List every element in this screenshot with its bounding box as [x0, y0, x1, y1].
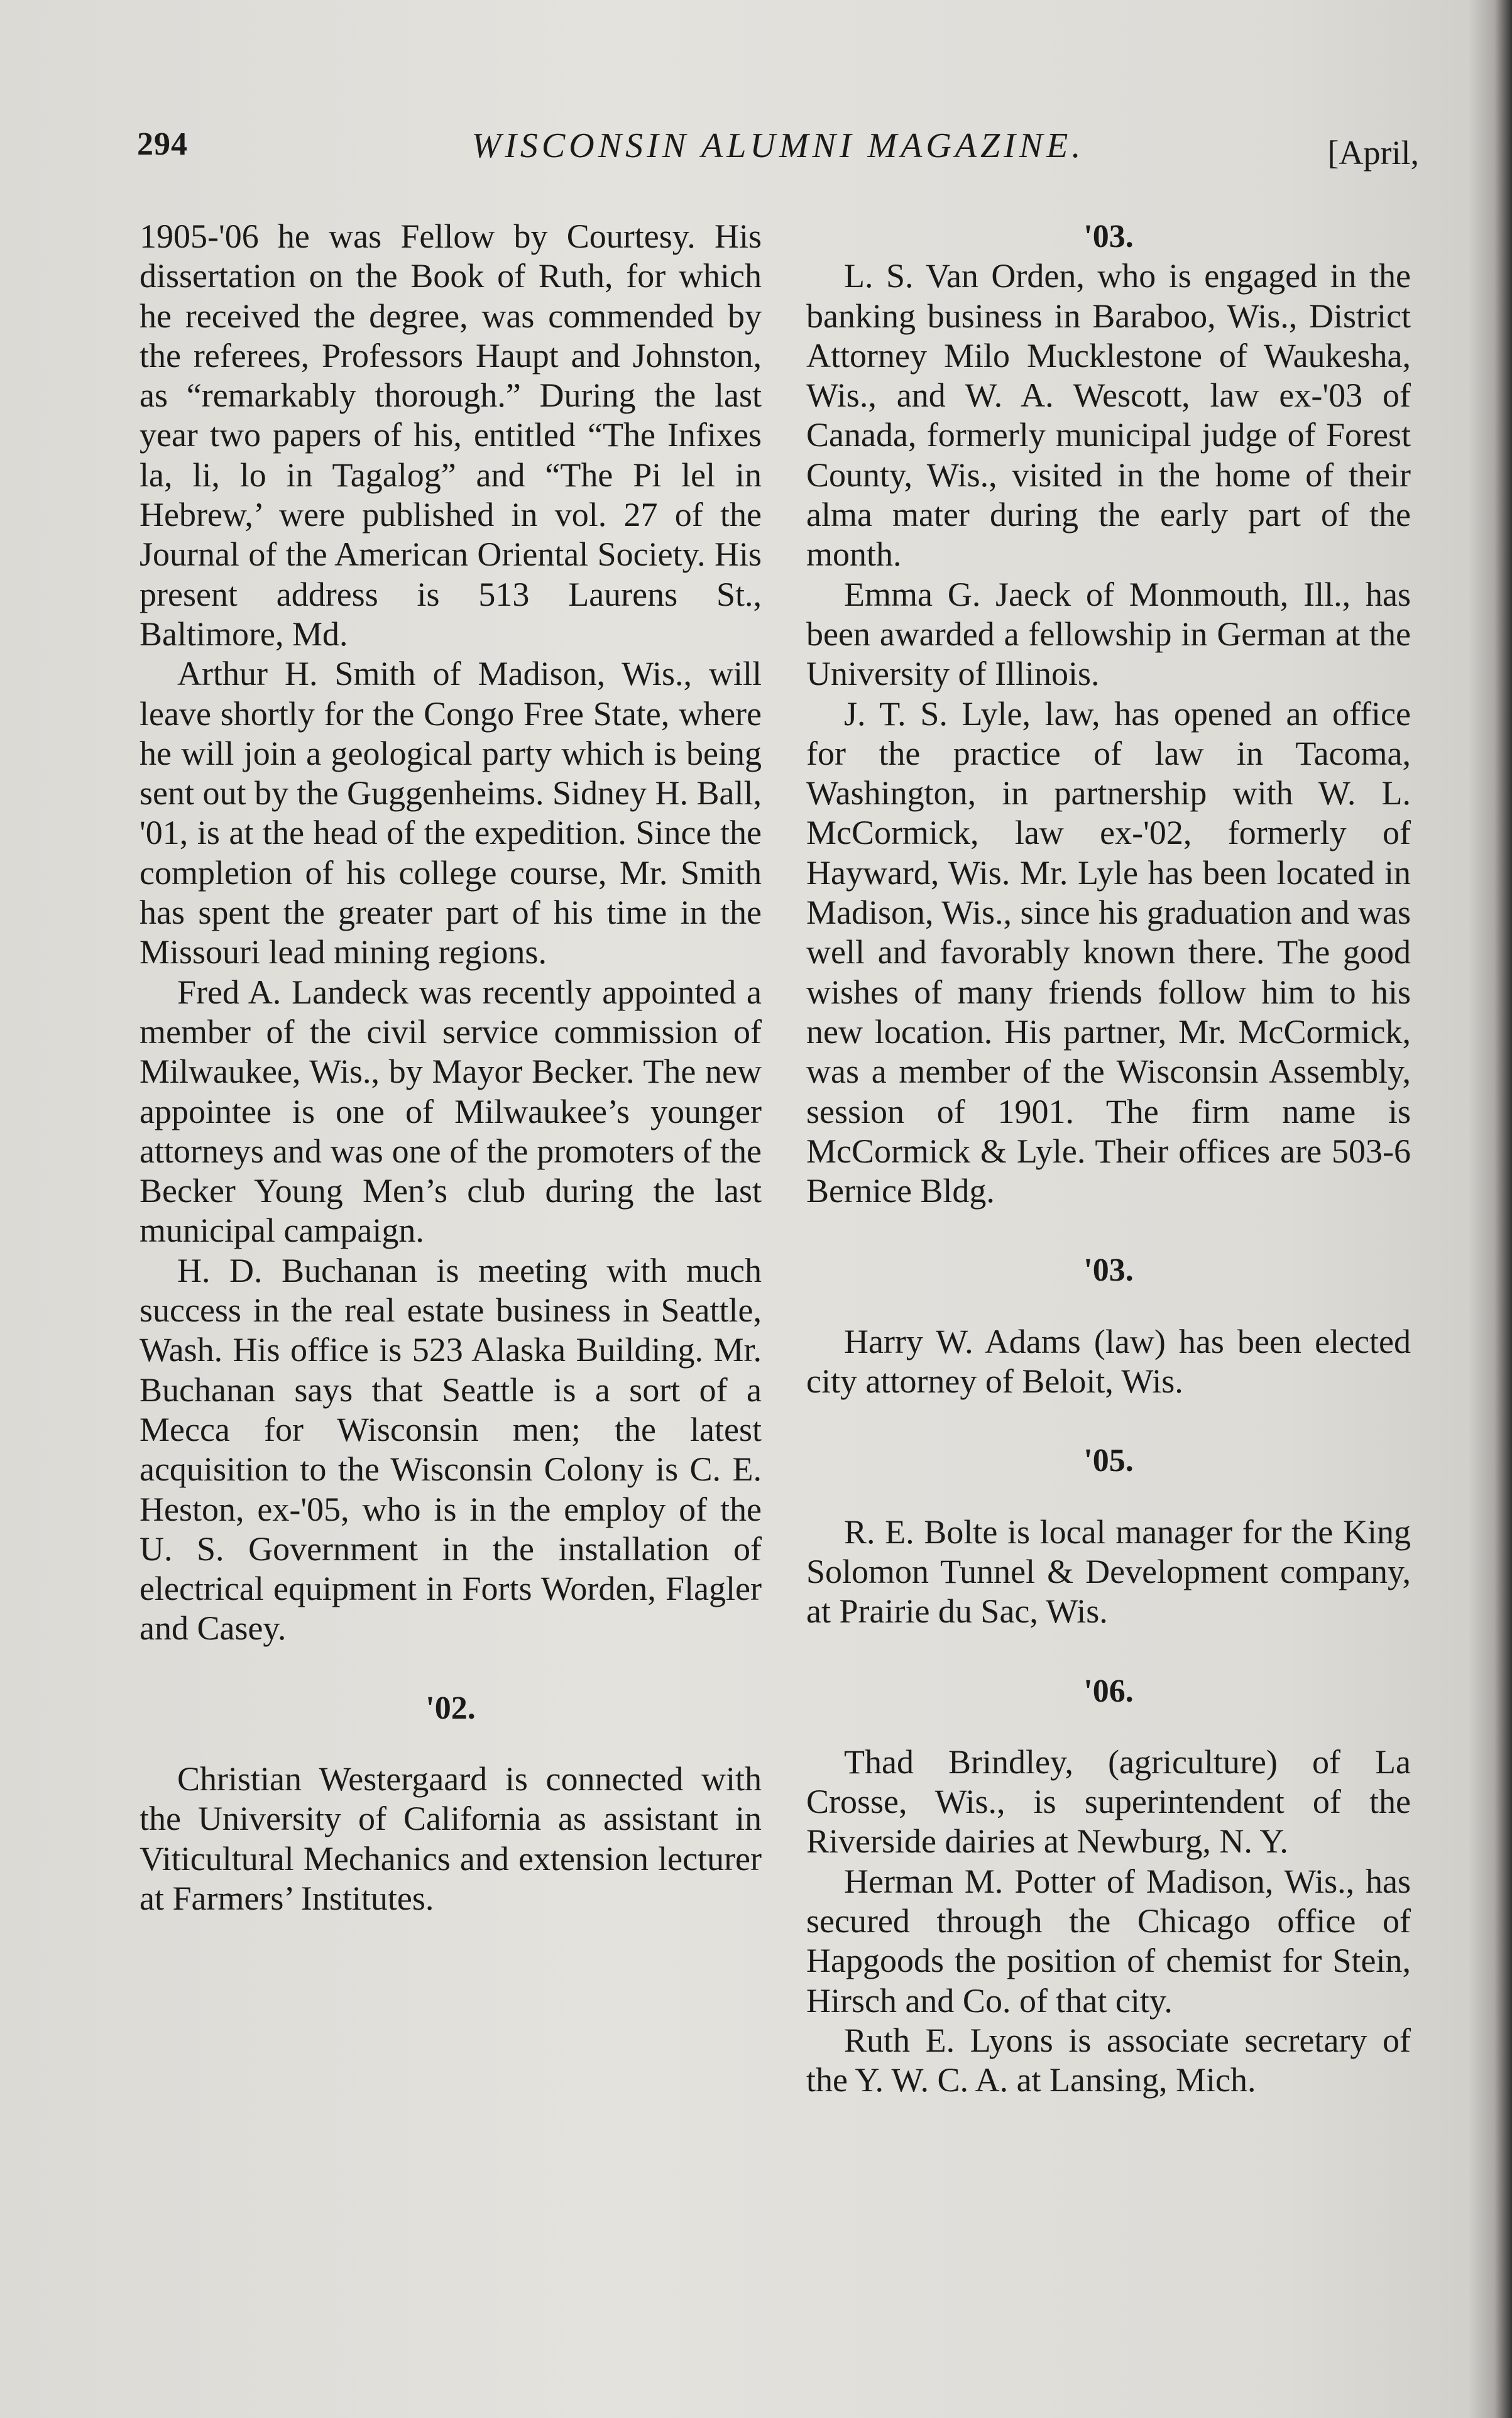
paragraph-westergaard: Christian Westergaard is connected with the University of California as assistant in Viticultural Mechanics and extension lecturer at Farmers’ Institutes.	[140, 1759, 762, 1917]
class-heading-03-first: '03.	[1083, 219, 1134, 254]
page-number: 294	[137, 126, 188, 162]
class-heading-02: '02.	[425, 1690, 476, 1726]
issue-month: [April,	[1327, 134, 1419, 172]
left-column	[140, 217, 762, 1918]
right-column	[806, 217, 1411, 2100]
page-edge-shadow	[1468, 0, 1512, 2418]
paragraph-fred-landeck: Fred A. Landeck was recently appointed a member of the civil service commission of Milwaukee, Wis., by Mayor Becker. The new appointee is one of Milwaukee’s younger attorneys and was one of the promoters of the Becker Young Men’s club during the last municipal campaign.	[140, 973, 762, 1250]
page-header	[137, 126, 1419, 182]
paragraph-emma-jaeck: Emma G. Jaeck of Monmouth, Ill., has been awarded a fellowship in German at the University of Illinois.	[806, 575, 1411, 693]
paragraph-buchanan: H. D. Buchanan is meeting with much success in the real estate business in Seattle, Wash. His office is 523 Alaska Building. Mr. Buchanan says that Seattle is a sort of a Mecca for Wisconsin men; the latest acquisition to the Wisconsin Colony is C. E. Heston, ex-'05, who is in the employ of the U. S. Government in the installation of electrical equipment in Forts Worden, Flagler and Casey.	[140, 1251, 762, 1648]
paragraph-arthur-smith: Arthur H. Smith of Madison, Wis., will leave shortly for the Congo Free State, where he will join a geological party which is being sent out by the Guggenheims. Sidney H. Ball, '01, is at the head of the expedition. Since the completion of his college course, Mr. Smith has spent the greater part of his time in the Missouri lead mining regions.	[140, 655, 762, 971]
paragraph-bolte: R. E. Bolte is local manager for the King Solomon Tunnel & Development company, at Prairie du Sac, Wis.	[806, 1513, 1411, 1631]
class-heading-05: '05.	[1083, 1443, 1134, 1479]
paragraph-lyle: J. T. S. Lyle, law, has opened an office for the practice of law in Tacoma, Washington, in partnership with W. L. McCormick, law ex-'02, formerly of Hayward, Wis. Mr. Lyle has been located in Madison, Wis., since his graduation and was well and favorably known there. The good wishes of many friends follow him to his new location. His partner, Mr. McCormick, was a member of the Wisconsin Assembly, session of 1901. The firm name is McCormick & Lyle. Their offices are 503-6 Bernice Bldg.	[806, 694, 1411, 1210]
paragraph-harry-adams: Harry W. Adams (law) has been elected city attorney of Beloit, Wis.	[806, 1322, 1411, 1401]
class-heading-03-second: '03.	[1083, 1252, 1134, 1289]
running-title: WISCONSIN ALUMNI MAGAZINE.	[471, 126, 1085, 165]
paragraph-van-orden: L. S. Van Orden, who is engaged in the banking business in Baraboo, Wis., District Attorney Milo Mucklestone of Waukesha, Wis., and W. A. Wescott, law ex-'03 of Canada, formerly municipal judge of Forest County, Wis., visited in the home of their alma mater during the early part of the month.	[806, 257, 1411, 574]
paragraph-potter: Herman M. Potter of Madison, Wis., has secured through the Chicago office of Hapgoods the position of chemist for Stein, Hirsch and Co. of that city.	[806, 1862, 1411, 2020]
class-heading-06: '06.	[1083, 1673, 1134, 1709]
paragraph-brindley: Thad Brindley, (agriculture) of La Crosse, Wis., is superintendent of the Riverside dairies at Newburg, N. Y.	[806, 1742, 1411, 1861]
paragraph-lyons: Ruth E. Lyons is associate secretary of the Y. W. C. A. at Lansing, Mich.	[806, 2021, 1411, 2099]
paragraph-dissertation: 1905-'06 he was Fellow by Courtesy. His dissertation on the Book of Ruth, for which he received the degree, was commended by the referees, Professors Haupt and Johnston, as “remarkably thorough.” During the last year two papers of his, entitled “The Infixes la, li, lo in Tagalog” and “The Pi lel in Hebrew,’ were published in vol. 27 of the Journal of the American Oriental Society. His present address is 513 Laurens St., Baltimore, Md.	[140, 217, 762, 653]
